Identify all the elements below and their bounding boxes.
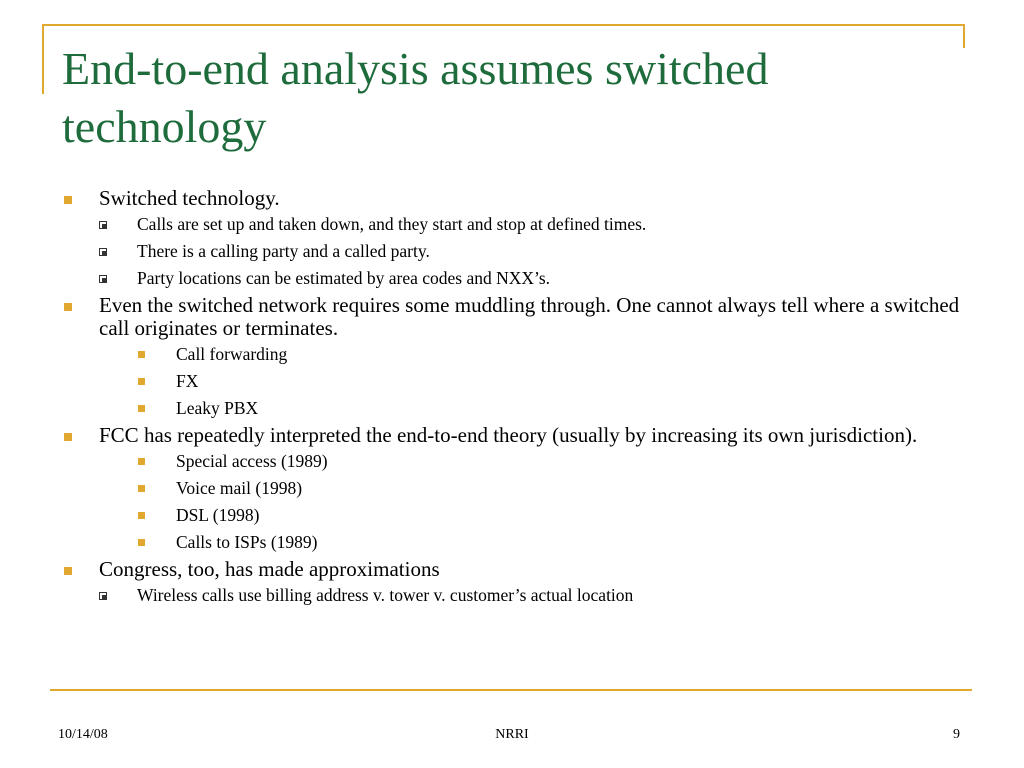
hollow-square-bullet-icon (99, 248, 107, 256)
square-bullet-icon (138, 458, 145, 465)
sub-bullet (58, 343, 978, 365)
square-bullet-icon (64, 196, 72, 204)
footer-page-number: 9 (953, 727, 960, 742)
footer-org: NRRI (495, 727, 529, 742)
sub-bullet-text: DSL (1998) (176, 505, 260, 525)
square-bullet-icon (138, 405, 145, 412)
sub-bullet-text: Party locations can be estimated by area codes and NXX’s. (137, 268, 551, 288)
bullet-text: Switched technology. (99, 186, 280, 210)
sub-bullet-text: FX (176, 371, 199, 391)
sub-bullet (58, 504, 978, 526)
sub-bullet-text: Voice mail (1998) (176, 478, 303, 498)
frame-left-rule (42, 24, 44, 94)
slide-body (58, 183, 978, 611)
square-bullet-icon (64, 433, 72, 441)
bullet-text: Even the switched network requires some muddling through. One cannot always tell where a switched call originates or terminates. (99, 293, 960, 340)
sub-bullet (58, 450, 978, 472)
bullet-text: Congress, too, has made approximations (99, 557, 440, 581)
footer-date: 10/14/08 (58, 727, 108, 742)
sub-bullet-text: Calls are set up and taken down, and they start and stop at defined times. (137, 214, 647, 234)
sub-bullet (58, 267, 978, 289)
square-bullet-icon (64, 567, 72, 575)
square-bullet-icon (64, 303, 72, 311)
sub-bullet (58, 397, 978, 419)
sub-bullet-text: Calls to ISPs (1989) (176, 532, 318, 552)
bullet-congress (58, 558, 978, 581)
sub-bullet (58, 531, 978, 553)
hollow-square-bullet-icon (99, 221, 107, 229)
bullet-text: FCC has repeatedly interpreted the end-to-end theory (usually by increasing its own jurisdiction). (99, 423, 918, 447)
bullet-switched-technology (58, 187, 978, 210)
bullet-fcc (58, 424, 978, 447)
hollow-square-bullet-icon (99, 592, 107, 600)
sub-bullet-text: There is a calling party and a called party. (137, 241, 430, 261)
square-bullet-icon (138, 539, 145, 546)
square-bullet-icon (138, 485, 145, 492)
bullet-switched-network (58, 294, 978, 340)
sub-bullet-text: Special access (1989) (176, 451, 328, 471)
sub-bullet (58, 240, 978, 262)
sub-bullet (58, 477, 978, 499)
square-bullet-icon (138, 378, 145, 385)
frame-top-rule (44, 24, 965, 26)
sub-bullet (58, 213, 978, 235)
square-bullet-icon (138, 512, 145, 519)
footer-rule (50, 689, 972, 691)
sub-bullet-text: Wireless calls use billing address v. tower v. customer’s actual location (137, 585, 634, 605)
frame-right-rule (963, 24, 965, 48)
sub-bullet (58, 584, 978, 606)
sub-bullet (58, 370, 978, 392)
sub-bullet-text: Call forwarding (176, 344, 288, 364)
sub-bullet-text: Leaky PBX (176, 398, 259, 418)
square-bullet-icon (138, 351, 145, 358)
slide-title: End-to-end analysis assumes switched technology (62, 43, 769, 152)
hollow-square-bullet-icon (99, 275, 107, 283)
